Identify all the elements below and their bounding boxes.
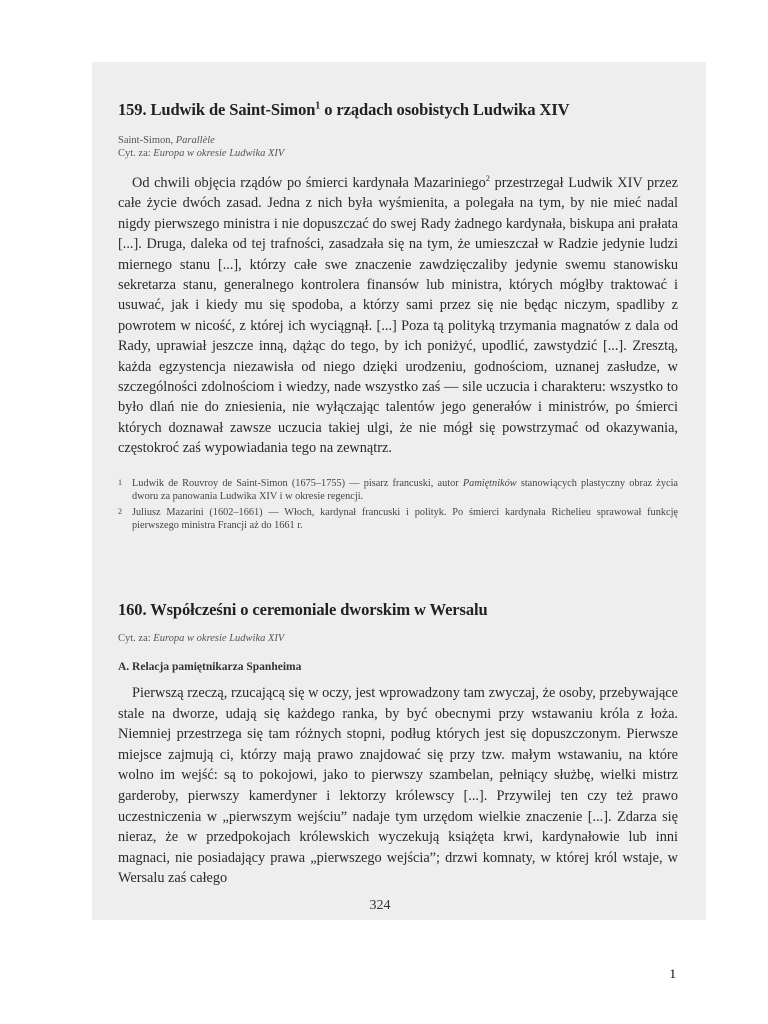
- subsection-heading: A. Relacja pamiętnikarza Spanheima: [118, 661, 302, 673]
- section-159: [118, 100, 678, 535]
- source-line: Saint-Simon, Parallèle: [118, 135, 215, 146]
- section-title: 160. Współcześni o ceremoniale dworskim w Wersalu: [118, 600, 488, 619]
- body-text: Pierwszą rzeczą, rzucającą się w oczy, jest wprowadzony tam zwyczaj, że osoby, przebywające stale na dworze, udają się każdego ranka, by być obecnymi przy wstawaniu króla z łoża. Niemniej przestrzega się tam różnych stopni, podług których jest się dopuszczonym. Pierwsze miejsce zajmują ci, którzy mają prawo znajdować się przy tzw. małym wstawaniu, na które wolno im wejść: są to pokojowi, jako to pierwszy szambelan, pełniący służbę, wielki mistrz garderoby, pierwszy kamerdyner i lektorzy królewscy [...]. Przywilej ten czy też prawo uczestniczenia w „pierwszym wejściu” nadaje tym urzędom wielkie znaczenie [...]. Zdarza się nieraz, że w przedpokojach królewskich wyczekują książęta krwi, kardynałowie lub inni magnaci, nie posiadający prawa „pierwszego wejścia”; drzwi komnaty, w której król wstaje, w Wersalu zaś całego: [118, 685, 678, 887]
- section-title: 159. Ludwik de Saint-Simon$^1$ o rządach osobistych Ludwika XIV: [118, 100, 570, 119]
- page-number: 324: [369, 898, 391, 913]
- body-text: Od chwili objęcia rządów po śmierci kardynała Mazariniego$^2$ przestrzegał Ludwik XIV przez całe życie dwóch zasad. Jedna z nich była wyśmienita, a polegała na tym, by nie mieć nadal nigdy pierwszego ministra i nie dopuszczać do swej Rady żadnego kardynała, biskupa ani prałata [...]. Druga, daleka od tej trafności, zasadzała się na tym, że umieszczał w Radzie jedynie ludzi miernego stanu [...], którzy całe swe znaczenie zawdzięczaliby jedynie swemu stanowisku sekretarza stanu, generalnego kontrolera finansów lub ministra, których mógłby traktować i usuwać, jak i kiedy mu się spodoba, a którzy sami przez się nie będąc niczym, spadliby z powrotem w nicość, z której ich wyciągnął. [...] Poza tą polityką trzymania magnatów z dala od Rady, uprawiał jeszcze inną, dążąc do tego, by ich poniżyć, upodlić, zawstydzić [...]. Zresztą, każda egzystencja niezawisła od niego dzięki urodzeniu, godnościom, uznanej zasłudze, w szczególności zdolnościom i wiedzy, nade wszystko zaś — sile uczucia i charakteru: wszystko to było dlań nie do zniesienia, nie wyłączając talentów jego generałów i ministrów, po śmierci których doznawał zawsze uczucia takiej ulgi, że nie mógł się powstrzymać od okazywania, częstokroć zaś wypowiadania tego na zewnątrz.: [118, 173, 678, 457]
- document-page-number: 1: [669, 966, 676, 981]
- section-160: [118, 600, 678, 903]
- footnote-1: 1 Ludwik de Rouvroy de Saint-Simon (1675–1755) — pisarz francuski, autor Pamiętników stanowiących plastyczny obraz życia dworu za panowania Ludwika XIV i w okresie regencji.: [118, 477, 678, 503]
- cited-line: Cyt. za: Europa w okresie Ludwika XIV: [118, 633, 285, 644]
- source-citation: [118, 134, 678, 160]
- cited-line: Cyt. za: Europa w okresie Ludwika XIV: [118, 148, 285, 159]
- footnotes: [118, 477, 678, 533]
- footnote-2: 2 Juliusz Mazarini (1602–1661) — Włoch, kardynał francuski i polityk. Po śmierci kardynała Richelieu sprawował funkcję pierwszego ministra Francji aż do 1661 r.: [118, 506, 678, 532]
